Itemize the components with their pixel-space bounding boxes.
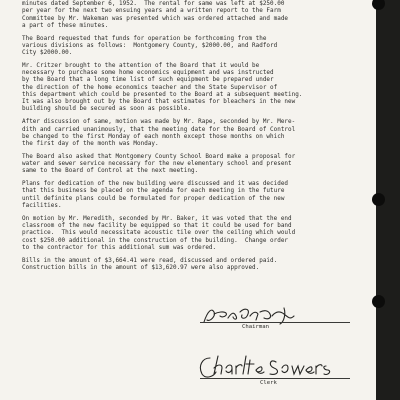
paragraph-line: same to the Board of Control at the next meeting.	[22, 167, 199, 175]
clerk-signature-line	[200, 378, 350, 379]
chairman-signature-line	[200, 322, 350, 323]
paragraph-line: by the Board that a long time list of such equipment be prepared under	[22, 76, 274, 84]
minutes-paragraph	[22, 215, 367, 251]
minutes-paragraph	[22, 180, 367, 209]
minutes-paragraph	[22, 153, 367, 175]
clerk-label: Clerk	[260, 380, 277, 386]
paragraph-line: The Board requested that funds for operation be forthcoming from the	[22, 34, 267, 42]
paragraph-line: to the contractor for this additional sum was ordered.	[22, 243, 217, 251]
punch-hole-bottom	[372, 295, 385, 308]
paragraph-line: Construction bills in the amount of $13,620.97 were also approved.	[22, 263, 260, 271]
minutes-paragraph	[22, 257, 367, 272]
paragraph-line: this department which could be presented to the Board at a subsequent meeting.	[22, 90, 303, 98]
chairman-signature	[198, 302, 318, 328]
punch-hole-middle	[372, 193, 385, 206]
paragraph-line: the first day of the month was Monday.	[22, 140, 159, 148]
paragraph-line: the direction of the home economics teacher and the State Supervisor of	[22, 83, 278, 91]
paragraph-line: per year for the next two ensuing years and a written report to the Farm	[22, 7, 281, 15]
minutes-paragraph	[22, 62, 367, 113]
paragraph-line: various divisions as follows: Montgomery County, $2000.00, and Radford	[22, 41, 278, 49]
paragraph-line: It was also brought out by the Board that estimates for bleachers in the new	[22, 98, 296, 106]
paragraph-line: cost $250.00 additional in the construction of the building. Change order	[22, 236, 289, 244]
paragraph-line: dith and carried unanimously, that the meeting date for the Board of Control	[22, 125, 296, 133]
minutes-paragraph	[22, 0, 367, 29]
clerk-signature	[196, 352, 336, 382]
paragraph-line: Bills in the amount of $3,664.41 were read, discussed and ordered paid.	[22, 256, 278, 264]
paragraph-line: be changed to the first Monday of each month except those months on which	[22, 132, 285, 140]
paragraph-line: minutes dated September 6, 1952. The rental for same was left at $250.00	[22, 0, 285, 7]
paragraph-line: classroom of the new facility be equipped so that it could be used for band	[22, 222, 292, 230]
paragraph-line: practice. This would necessitate acoustic tile over the ceiling which would	[22, 229, 296, 237]
paragraph-line: Plans for dedication of the new building were discussed and it was decided	[22, 180, 289, 188]
paragraph-line: necessary to purchase some home economics equipment and was instructed	[22, 69, 274, 77]
paragraph-line: building should be secured as soon as possible.	[22, 105, 191, 113]
paragraph-line: a part of these minutes.	[22, 21, 109, 29]
paragraph-line: water and sewer service necessary for the new elementary school and present	[22, 160, 292, 168]
paragraph-line: Committee by Mr. Wakeman was presented which was ordered attached and made	[22, 14, 289, 22]
paragraph-line: On motion by Mr. Meredith, seconded by Mr. Baker, it was voted that the end	[22, 214, 292, 222]
minutes-body	[22, 0, 367, 271]
paragraph-line: that this business be placed on the agenda for each meeting in the future	[22, 187, 285, 195]
paragraph-line: The Board also asked that Montgomery County School Board make a proposal for	[22, 152, 296, 160]
minutes-paragraph	[22, 35, 367, 57]
paragraph-line: City $2000.00.	[22, 49, 73, 57]
minutes-paragraph	[22, 118, 367, 147]
paragraph-line: Mr. Critzer brought to the attention of the Board that it would be	[22, 61, 260, 69]
paragraph-line: facilities.	[22, 201, 62, 209]
chairman-label: Chairman	[242, 324, 269, 330]
paragraph-line: After discussion of same, motion was made by Mr. Rape, seconded by Mr. Mere-	[22, 118, 296, 126]
paragraph-line: until definite plans could be formulated for proper dedication of the new	[22, 194, 285, 202]
